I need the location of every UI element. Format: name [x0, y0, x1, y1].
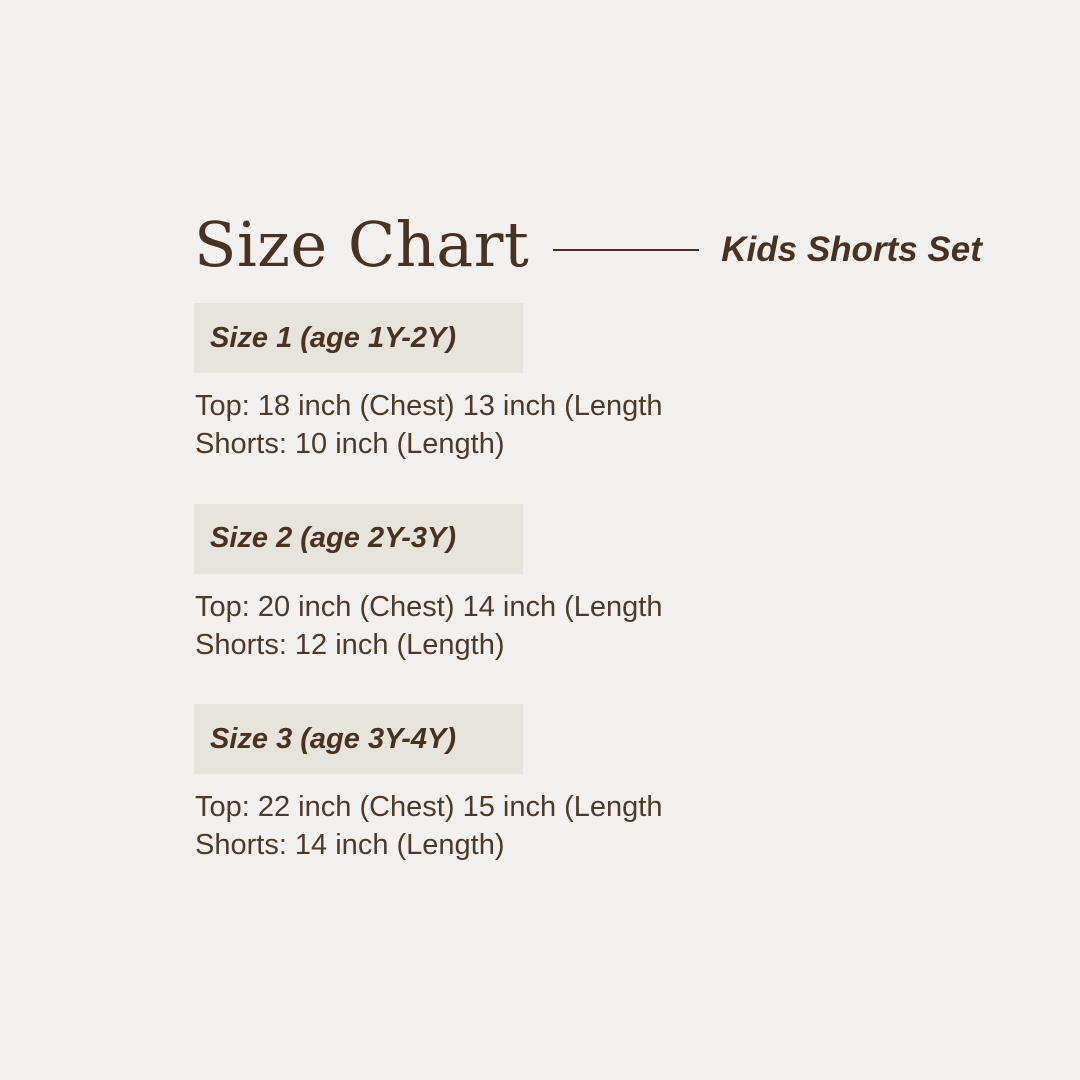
measurement-line: Top: 20 inch (Chest) 14 inch (Length: [195, 590, 663, 623]
size-block: [194, 303, 994, 464]
size-list: [194, 303, 994, 865]
measurement-line: Shorts: 10 inch (Length): [195, 428, 505, 461]
measurement-line: Shorts: 12 inch (Length): [195, 628, 505, 661]
size-block: [194, 704, 994, 865]
size-block: [194, 504, 994, 665]
product-subtitle: Kids Shorts Set: [721, 230, 982, 269]
size-label: Size 1 (age 1Y-2Y): [210, 321, 457, 354]
size-band: [194, 504, 523, 574]
size-label: Size 2 (age 2Y-3Y): [210, 522, 457, 555]
header: [194, 200, 994, 290]
size-band: [194, 704, 523, 774]
size-label: Size 3 (age 3Y-4Y): [210, 722, 457, 755]
measurement-line: Top: 22 inch (Chest) 15 inch (Length: [195, 791, 663, 824]
size-measurements: [194, 588, 994, 665]
size-band: [194, 303, 523, 373]
measurement-line: Shorts: 14 inch (Length): [195, 829, 505, 862]
measurement-line: Top: 18 inch (Chest) 13 inch (Length: [195, 390, 663, 422]
page-title: Size Chart: [194, 208, 530, 281]
size-measurements: [194, 387, 994, 464]
size-measurements: [194, 788, 994, 865]
divider-rule: [553, 249, 699, 251]
